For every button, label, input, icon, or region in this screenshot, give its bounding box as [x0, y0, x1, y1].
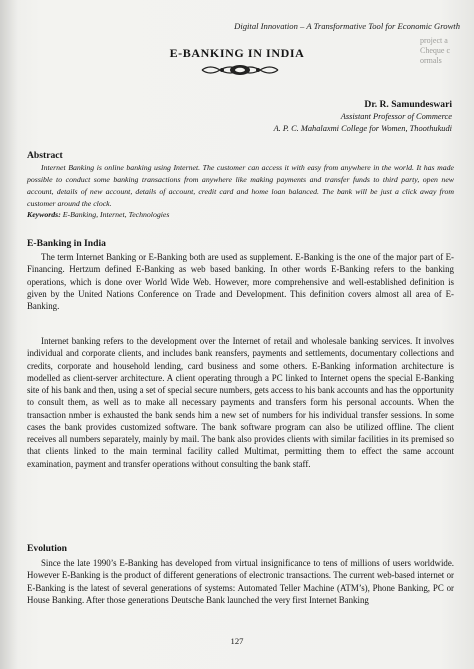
bleed-line: ormals	[420, 56, 442, 65]
keywords-label: Keywords:	[27, 210, 61, 219]
author-institution: A. P. C. Mahalaxmi College for Women, Thoothukudi	[273, 124, 452, 133]
abstract-heading: Abstract	[27, 150, 63, 161]
body-paragraph: Internet banking refers to the development over the Internet of retail and wholesale banking services. It involves individual and corporate clients, and includes bank reansfers, payments and settlements, documentary collections and credits, corporate and household lending, card business and some others. E-Banking information architecture is modelled as client-server architecture. A client operating through a PC linked to Internet opens the special E-Banking site of his bank and then, using a set of special secure numbers, gets access to his bank accounts and has the opportunity to consult them, as well as to make all necessary payments and transfers form his personal accounts. When the transaction nmber is exhausted the bank sends him a new set of numbers for his individual transfer sessions. In some cases the bank provides customized software. The bank software program can also be utilized offline. The client receives all numbers separately, mainly by mail. The bank also provides clients with similar facilities in its premised so that clients linked to the main terminal facility called Multimat, permitting them to effect the same account examination, payment and transfer operations without consulting the bank staff.	[27, 336, 454, 469]
running-header: Digital Innovation – A Transformative Tool for Economic Growth	[234, 21, 460, 31]
ornament-divider-icon	[200, 62, 280, 78]
page-number: 127	[230, 636, 244, 646]
body-paragraph: Since the late 1990’s E-Banking has developed from virtual insignificance to tens of millions of users worldwide. However E-Banking is the product of different generations of electronic transactions. The current web-based internet or E-Banking is the latest of several generations of systems: Automated Teller Machine (ATM’s), Phone Banking, PC or House Banking. After those generations Deutsche Bank launched the very first Internet Banking	[27, 558, 454, 605]
abstract-text: Internet Banking is online banking using Internet. The customer can access it with easy from anywhere in the world. It has made possible to conduct some banking transactions from anywhere like making payments and transfer funds to third party, open new account, details of new account, details of account, credit card and home loan balanced. The bank will be just a click away from customer around the clock.	[27, 163, 454, 208]
keywords-line	[27, 210, 454, 219]
section-heading-ebanking-india: E-Banking in India	[27, 238, 106, 249]
author-position: Assistant Professor of Commerce	[340, 112, 452, 121]
bleed-line: Cheque c	[420, 46, 450, 55]
author-name: Dr. R. Samundeswari	[364, 99, 452, 110]
body-paragraph: The term Internet Banking or E-Banking both are used as supplement. E-Banking is the one of the major part of E-Financing. Hertzum defined E-Banking as web based banking. In other words E-Banking refers to the banking operations, which is done over World Wide Web. However, more comprehensive and well-established definition is given by the United Nations Conference on Trade and Development. This definition covers almost all area of E-Banking.	[27, 252, 454, 311]
bleed-line: project a	[420, 36, 448, 45]
section-heading-evolution: Evolution	[27, 543, 67, 554]
keywords-list: E-Banking, Internet, Technologies	[62, 210, 170, 219]
article-title: E-BANKING IN INDIA	[169, 46, 305, 60]
